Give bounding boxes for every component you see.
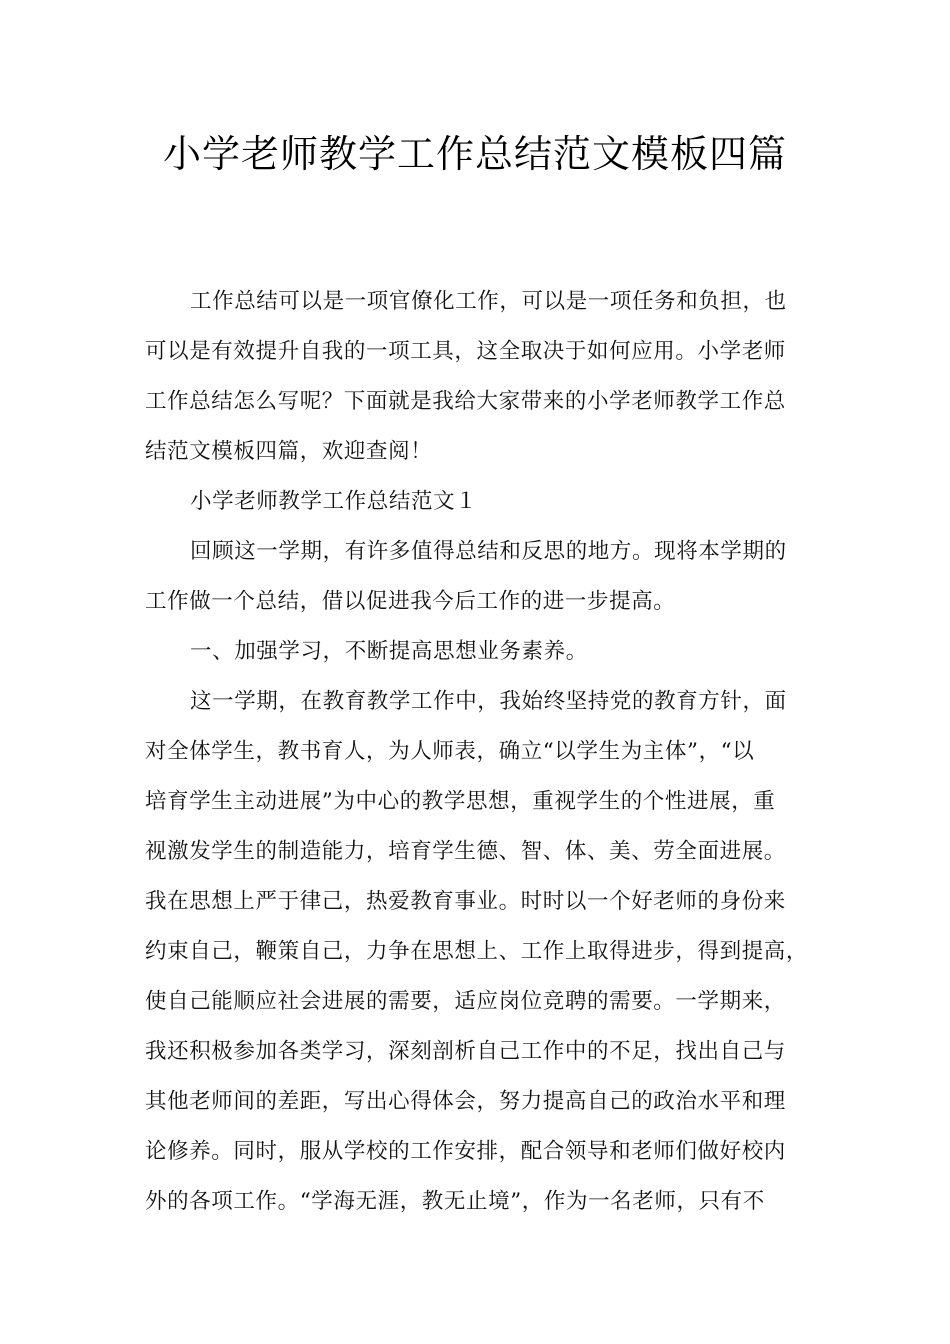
- paragraph-line: 对全体学生，教书育人，为人师表，确立“以学生为主体”，“以: [145, 739, 755, 764]
- paragraph-line: 工作总结可以是一项官僚化工作，可以是一项任务和负担，也: [190, 289, 787, 314]
- paragraph-line: 视激发学生的制造能力，培育学生德、智、体、美、劳全面进展。: [145, 839, 786, 864]
- paragraph-line: 外的各项工作。“学海无涯，教无止境”，作为一名老师，只有不: [145, 1189, 765, 1214]
- paragraph-line: 培育学生主动进展”为中心的教学思想，重视学生的个性进展，重: [145, 789, 776, 814]
- section-heading: 小学老师教学工作总结范文１: [190, 489, 478, 514]
- paragraph-line: 工作总结怎么写呢？下面就是我给大家带来的小学老师教学工作总: [145, 389, 786, 414]
- paragraph-line: 其他老师间的差距，写出心得体会，努力提高自己的政治水平和理: [145, 1089, 786, 1114]
- paragraph-line: 我还积极参加各类学习，深刻剖析自己工作中的不足，找出自己与: [145, 1039, 786, 1064]
- paragraph-line: 可以是有效提升自我的一项工具，这全取决于如何应用。小学老师: [145, 339, 786, 364]
- subsection-heading: 一、加强学习，不断提高思想业务素养。: [190, 639, 588, 664]
- paragraph-line: 结范文模板四篇，欢迎查阅！: [145, 439, 433, 464]
- paragraph-line: 回顾这一学期，有许多值得总结和反思的地方。现将本学期的: [190, 539, 787, 564]
- paragraph-line: 论修养。同时，服从学校的工作安排，配合领导和老师们做好校内: [145, 1139, 786, 1164]
- paragraph-line: 这一学期，在教育教学工作中，我始终坚持党的教育方针，面: [190, 689, 787, 714]
- paragraph-line: 工作做一个总结，借以促进我今后工作的进一步提高。: [145, 589, 676, 614]
- paragraph-line: 我在思想上严于律己，热爱教育事业。时时以一个好老师的身份来: [145, 889, 786, 914]
- document-title: 小学老师教学工作总结范文模板四篇: [162, 132, 787, 176]
- paragraph-line: 约束自己，鞭策自己，力争在思想上、工作上取得进步，得到提高，: [145, 939, 809, 964]
- paragraph-line: 使自己能顺应社会进展的需要，适应岗位竞聘的需要。一学期来，: [145, 989, 786, 1014]
